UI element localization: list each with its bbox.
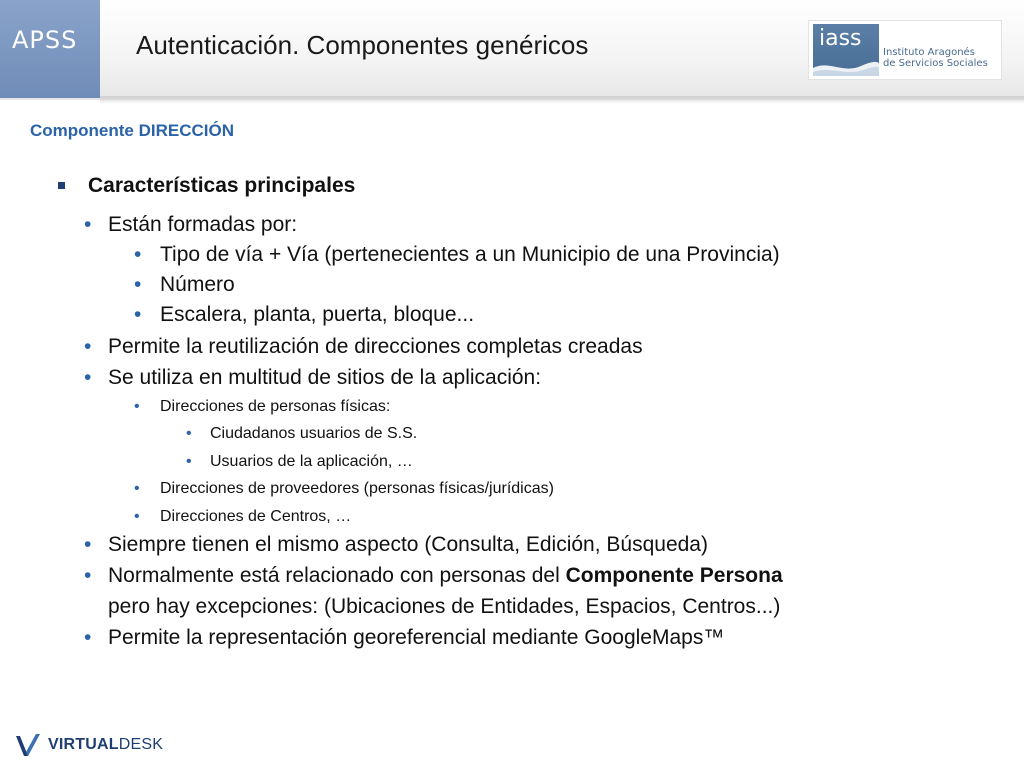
heading-text: Características principales — [88, 174, 356, 197]
list-item-text: Permite la reutilización de direcciones completas creadas — [108, 335, 643, 358]
list-item-text: Ciudadanos usuarios de S.S. — [210, 425, 418, 442]
virtualdesk-light: DESK — [118, 736, 164, 753]
list-item-text: Direcciones de personas físicas: — [160, 398, 391, 415]
bullet-icon: • — [134, 480, 140, 497]
section-label: Componente DIRECCIÓN — [30, 121, 234, 140]
iass-logo-name — [883, 47, 988, 69]
bullet-icon: • — [134, 273, 142, 296]
list-item-text: Direcciones de proveedores (personas físicas/jurídicas) — [160, 480, 554, 497]
iass-name-line1: Instituto Aragonés — [883, 47, 975, 58]
virtualdesk-wordmark — [48, 736, 163, 754]
bullet-icon: • — [84, 335, 92, 358]
bullet-icon: • — [134, 243, 142, 266]
iass-logo — [808, 20, 1002, 80]
list-item-text-part: Normalmente está relacionado con personas del — [108, 564, 566, 587]
list-item-text — [108, 564, 783, 588]
square-bullet-icon — [58, 182, 65, 189]
list-item-text: Escalera, planta, puerta, bloque... — [160, 303, 475, 326]
bullet-icon: • — [186, 453, 192, 470]
component-persona-emphasis: Componente Persona — [565, 564, 783, 587]
bullet-icon: • — [84, 213, 92, 236]
iass-name-line2: de Servicios Sociales — [883, 58, 988, 69]
bullet-icon: • — [84, 533, 92, 556]
bullet-icon: • — [134, 508, 140, 525]
virtualdesk-bold: VIRTUAL — [48, 736, 119, 753]
list-item-text: Tipo de vía + Vía (pertenecientes a un Municipio de una Provincia) — [160, 243, 780, 266]
list-item-text: pero hay excepciones: (Ubicaciones de Entidades, Espacios, Centros...) — [108, 595, 781, 618]
bullet-icon: • — [134, 303, 142, 326]
list-item-text: Direcciones de Centros, … — [160, 508, 352, 525]
bullet-icon: • — [84, 366, 92, 389]
header-shadow — [100, 96, 1024, 104]
virtualdesk-logo — [14, 730, 184, 760]
list-item-text: Están formadas por: — [108, 213, 298, 236]
iass-logo-mark — [813, 24, 879, 76]
bullet-icon: • — [134, 398, 140, 415]
bullet-icon: • — [186, 425, 192, 442]
list-item-text: Permite la representación georeferencial mediante GoogleMaps™ — [108, 626, 725, 649]
list-item-text: Siempre tienen el mismo aspecto (Consulta, Edición, Búsqueda) — [108, 533, 708, 556]
virtualdesk-v-icon — [14, 732, 42, 760]
page-title: Autenticación. Componentes genéricos — [136, 30, 589, 60]
bullet-icon: • — [84, 626, 92, 649]
list-item-text: Número — [160, 273, 235, 296]
list-item-text: Usuarios de la aplicación, … — [210, 453, 413, 470]
list-item-text: Se utiliza en multitud de sitios de la aplicación: — [108, 366, 542, 389]
apss-tab — [0, 0, 100, 98]
bullet-icon: • — [84, 564, 92, 587]
apss-label: APSS — [12, 26, 78, 54]
iass-logo-mark-text: iass — [819, 26, 862, 51]
wave-icon — [813, 58, 879, 76]
